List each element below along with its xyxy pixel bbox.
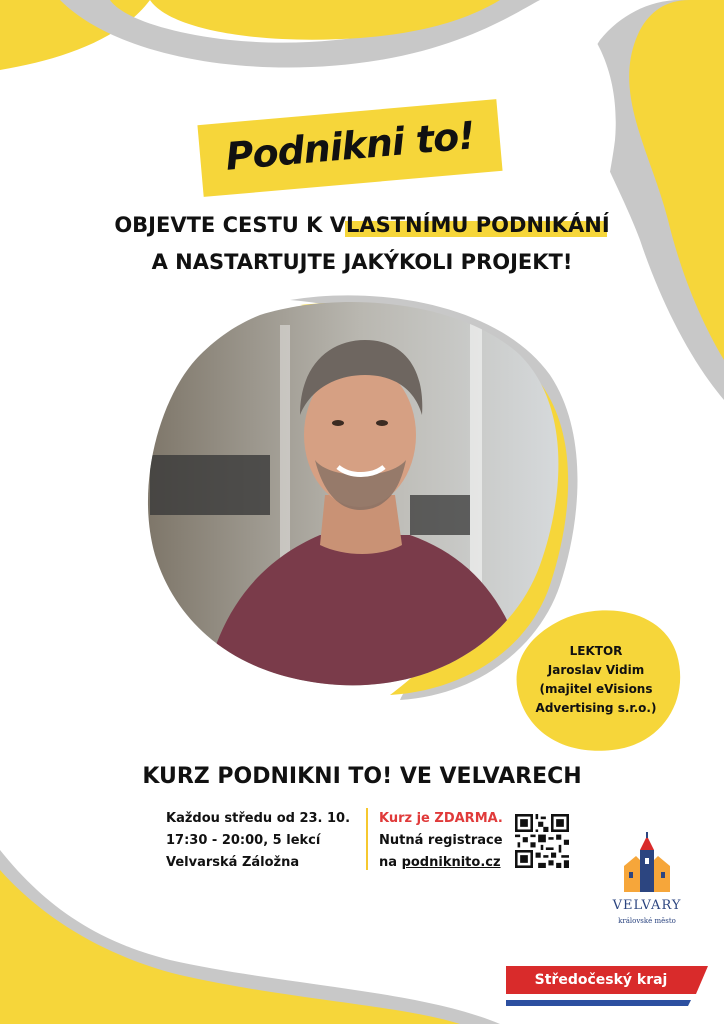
region-name: Středočeský kraj [534, 972, 668, 988]
info-divider [366, 808, 368, 870]
town-name: VELVARY [612, 898, 682, 913]
venue: Velvarská Záložna [166, 855, 300, 870]
course-title: KURZ PODNIKNI TO! VE VELVARECH [142, 764, 582, 789]
lecturer-label: LEKTOR [569, 644, 623, 658]
registration-link-line [379, 852, 503, 874]
lecturer-role-1: (majitel eVisions [539, 682, 653, 696]
registration-prefix: na [379, 855, 398, 870]
website-link[interactable]: podniknito.cz [401, 855, 501, 870]
headline-line-1: OBJEVTE CESTU K VLASTNÍMU PODNIKÁNÍ [114, 213, 610, 237]
town-subtitle: královské město [618, 917, 676, 925]
lecturer-info [516, 642, 676, 718]
velvary-logo-icon [620, 832, 674, 892]
lecturer-name: Jaroslav Vidim [547, 663, 645, 677]
registration-info [379, 808, 503, 874]
schedule-line-2: 17:30 - 20:00, 5 lekcí [166, 833, 321, 848]
free-notice: Kurz je ZDARMA. [379, 811, 503, 826]
headline-line-2: A NASTARTUJTE JAKÝKOLI PROJEKT! [151, 250, 573, 274]
page-title: Podnikni to! [223, 113, 477, 179]
qr-code[interactable] [515, 814, 569, 868]
registration-required: Nutná registrace [379, 833, 503, 848]
schedule-line-1: Každou středu od 23. 10. [166, 811, 351, 826]
schedule-info [166, 808, 350, 874]
lecturer-role-2: Advertising s.r.o.) [535, 701, 657, 715]
